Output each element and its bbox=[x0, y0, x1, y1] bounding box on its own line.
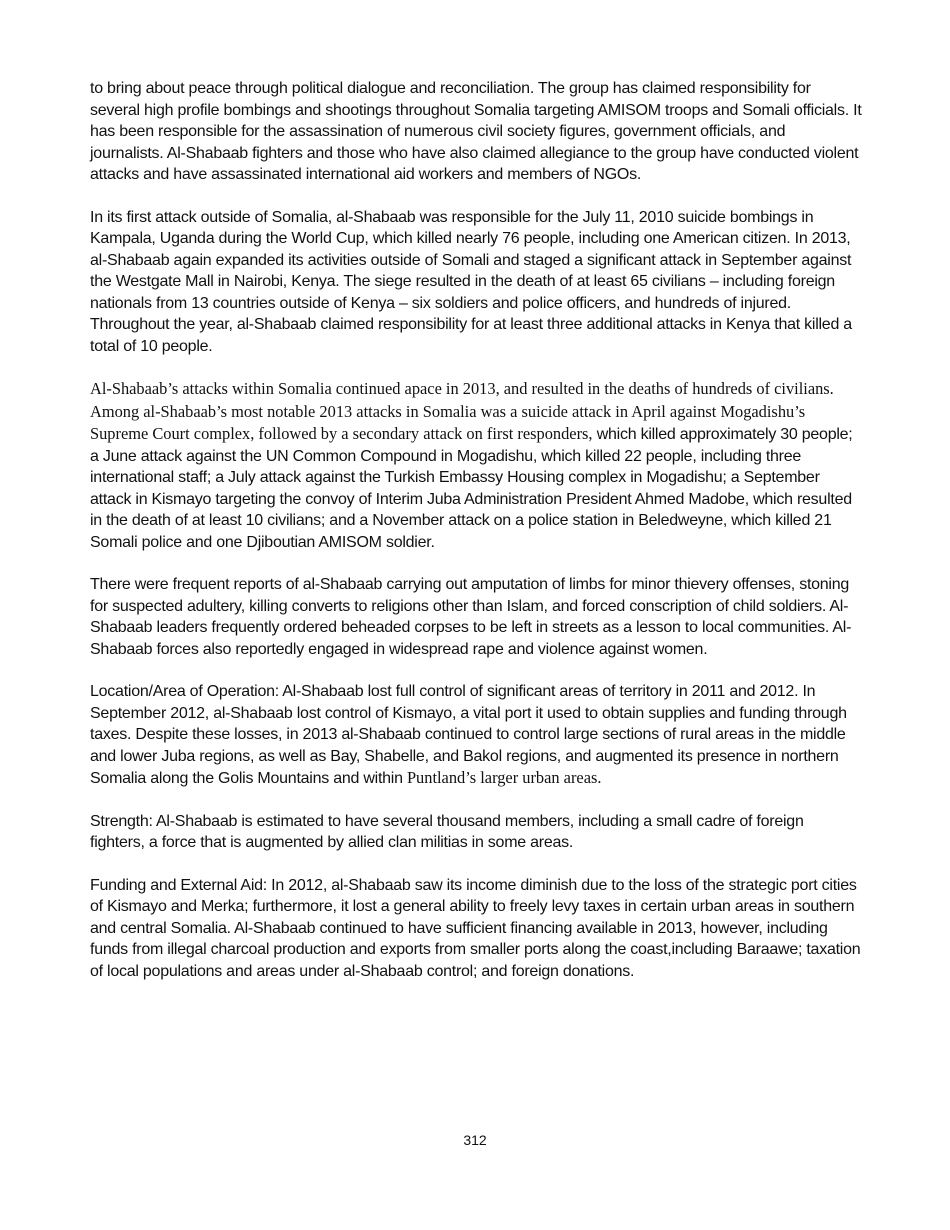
paragraph-text-serif: Puntland’s larger urban areas. bbox=[406, 768, 602, 787]
paragraph-somalia-attacks bbox=[90, 378, 862, 553]
paragraph-text: In 2012, al-Shabaab saw its income diminish due to the loss of the strategic port cities of Kismayo and Merka; furthermore, it lost a general ability to freely levy taxes in certain urban areas in southern and central Somalia. Al-Shabaab continued to have sufficient financing available in 2013, however, including funds from illegal charcoal production and exports from smaller ports along the coast,including Baraawe; taxation of local populations and areas under al-Shabaab control; and foreign donations. bbox=[90, 876, 861, 980]
paragraph-text-serif: Al-Shabaab’s attacks within Somalia continued apace in 2013, and resulted in the deaths of hundreds of civilians. Among al-Shabaab’s most notable 2013 attacks in Somalia was a suicide attack in April against Mogadishu’s Supreme Court complex, followed by a secondary attack on first responders, bbox=[90, 379, 834, 443]
paragraph-external-attacks bbox=[90, 207, 862, 358]
paragraph-text: Al-Shabaab lost full control of significant areas of territory in 2011 and 2012. In September 2012, al-Shabaab lost control of Kismayo, a vital port it used to obtain supplies and funding through taxes. Despite these losses, in 2013 al-Shabaab continued to control large sections of rural areas in the middle and lower Juba regions, as well as Bay, Shabelle, and Bakol regions, and augmented its presence in northern Somalia along the Golis Mountains and within bbox=[90, 683, 847, 787]
paragraph-text: There were frequent reports of al-Shabaab carrying out amputation of limbs for minor thievery offenses, stoning for suspected adultery, killing converts to religions other than Islam, and forced conscription of child soldiers. Al-Shabaab leaders frequently ordered beheaded corpses to be left in streets as a lesson to local communities. Al-Shabaab forces also reportedly engaged in widespread rape and violence against women. bbox=[90, 576, 852, 658]
paragraph-group-overview bbox=[90, 78, 862, 186]
paragraph-text: to bring about peace through political dialogue and reconciliation. The group has claimed responsibility for several high profile bombings and shootings throughout Somalia targeting AMISOM troops and Somali officials. It has been responsible for the assassination of numerous civil society figures, government officials, and journalists. Al-Shabaab fighters and those who have also claimed allegiance to the group have conducted violent attacks and have assassinated international aid workers and members of NGOs. bbox=[90, 80, 862, 183]
paragraph-text: which killed approximately 30 people; a June attack against the UN Common Compound in Mogadishu, which killed 22 people, including three international staff; a July attack against the Turkish Embassy Housing complex in Mogadishu; a September attack in Kismayo targeting the convoy of Interim Juba Administration President Ahmed Madobe, which resulted in the death of at least 10 civilians; and a November attack on a police station in Beledweyne, which killed 21 Somali police and one Djiboutian AMISOM soldier. bbox=[90, 426, 853, 551]
paragraph-text: In its first attack outside of Somalia, al-Shabaab was responsible for the July 11, 2010 suicide bombings in Kampala, Uganda during the World Cup, which killed nearly 76 people, including one American citizen. In 2013, al-Shabaab again expanded its activities outside of Somali and staged a significant attack in September against the Westgate Mall in Nairobi, Kenya. The siege resulted in the death of at least 65 civilians – including foreign nationals from 13 countries outside of Kenya – six soldiers and police officers, and hundreds of injured. Throughout the year, al-Shabaab claimed responsibility for at least three additional attacks in Kenya that killed a total of 10 people. bbox=[90, 208, 852, 355]
page-number: 312 bbox=[463, 1132, 487, 1148]
document-body bbox=[90, 78, 862, 1003]
paragraph-text: Al-Shabaab is estimated to have several thousand members, including a small cadre of foreign fighters, a force that is augmented by allied clan militias in some areas. bbox=[90, 812, 804, 851]
paragraph-location bbox=[90, 681, 862, 790]
paragraph-funding bbox=[90, 875, 862, 983]
section-label-strength: Strength: bbox=[90, 812, 153, 830]
paragraph-strength bbox=[90, 811, 862, 854]
paragraph-abuses bbox=[90, 574, 862, 660]
section-label-location: Location/Area of Operation: bbox=[90, 683, 279, 700]
section-label-funding: Funding and External Aid: bbox=[90, 876, 267, 894]
